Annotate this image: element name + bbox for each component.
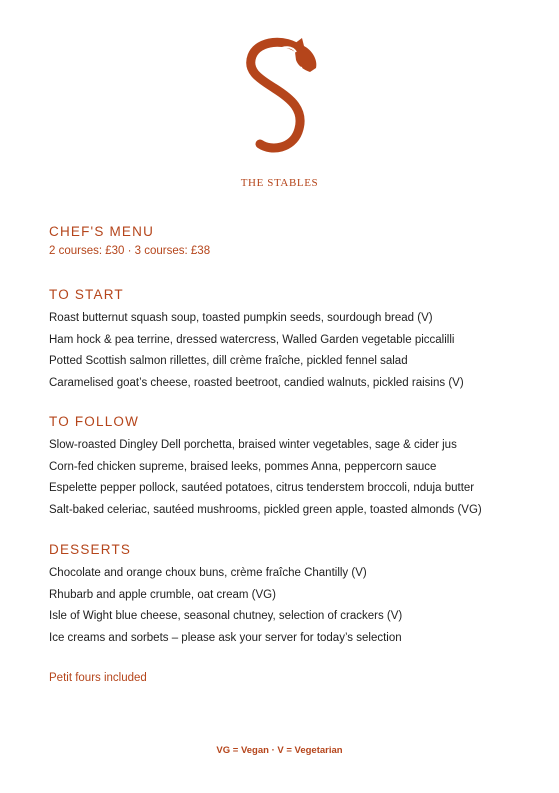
menu-item: Isle of Wight blue cheese, seasonal chutney, selection of crackers (V) [49, 610, 403, 622]
menu-item: Ice creams and sorbets – please ask your server for today’s selection [49, 631, 402, 644]
to-start-section [49, 287, 529, 394]
menu-item: Ham hock & pea terrine, dressed watercress, Walled Garden vegetable piccalilli [49, 333, 455, 346]
menu-item: Roast butternut squash soup, toasted pumpkin seeds, sourdough bread (V) [49, 312, 433, 324]
menu-item: Espelette pepper pollock, sautéed potatoes, citrus tenderstem broccoli, nduja butter [49, 482, 475, 494]
chefs-menu-section [49, 224, 529, 257]
dietary-key: VG = Vegan · V = Vegetarian [216, 745, 343, 756]
menu-item: Salt-baked celeriac, sautéed mushrooms, pickled green apple, toasted almonds (VG) [49, 503, 482, 516]
menu-item: Potted Scottish salmon rillettes, dill crème fraîche, pickled fennel salad [49, 355, 408, 367]
to-follow-heading: TO FOLLOW [49, 414, 140, 429]
course-pricing: 2 courses: £30 · 3 courses: £38 [49, 245, 211, 257]
chefs-menu-heading: CHEF'S MENU [49, 224, 155, 239]
brand-name: THE STABLES [240, 177, 319, 189]
desserts-heading: DESSERTS [49, 542, 132, 557]
menu-item: Caramelised goat’s cheese, roasted beetroot, candied walnuts, pickled raisins (V) [49, 376, 464, 389]
menu-item: Chocolate and orange choux buns, crème fraîche Chantilly (V) [49, 567, 367, 579]
to-start-heading: TO START [49, 287, 124, 302]
menu-item: Slow-roasted Dingley Dell porchetta, braised winter vegetables, sage & cider jus [49, 439, 457, 451]
menu-item: Rhubarb and apple crumble, oat cream (VG) [49, 588, 276, 601]
petit-fours-note: Petit fours included [49, 672, 147, 684]
horse-head-s-logo [238, 36, 322, 156]
desserts-section [49, 542, 529, 649]
menu-item: Corn-fed chicken supreme, braised leeks, pommes Anna, peppercorn sauce [49, 460, 437, 473]
to-follow-section [49, 414, 529, 521]
